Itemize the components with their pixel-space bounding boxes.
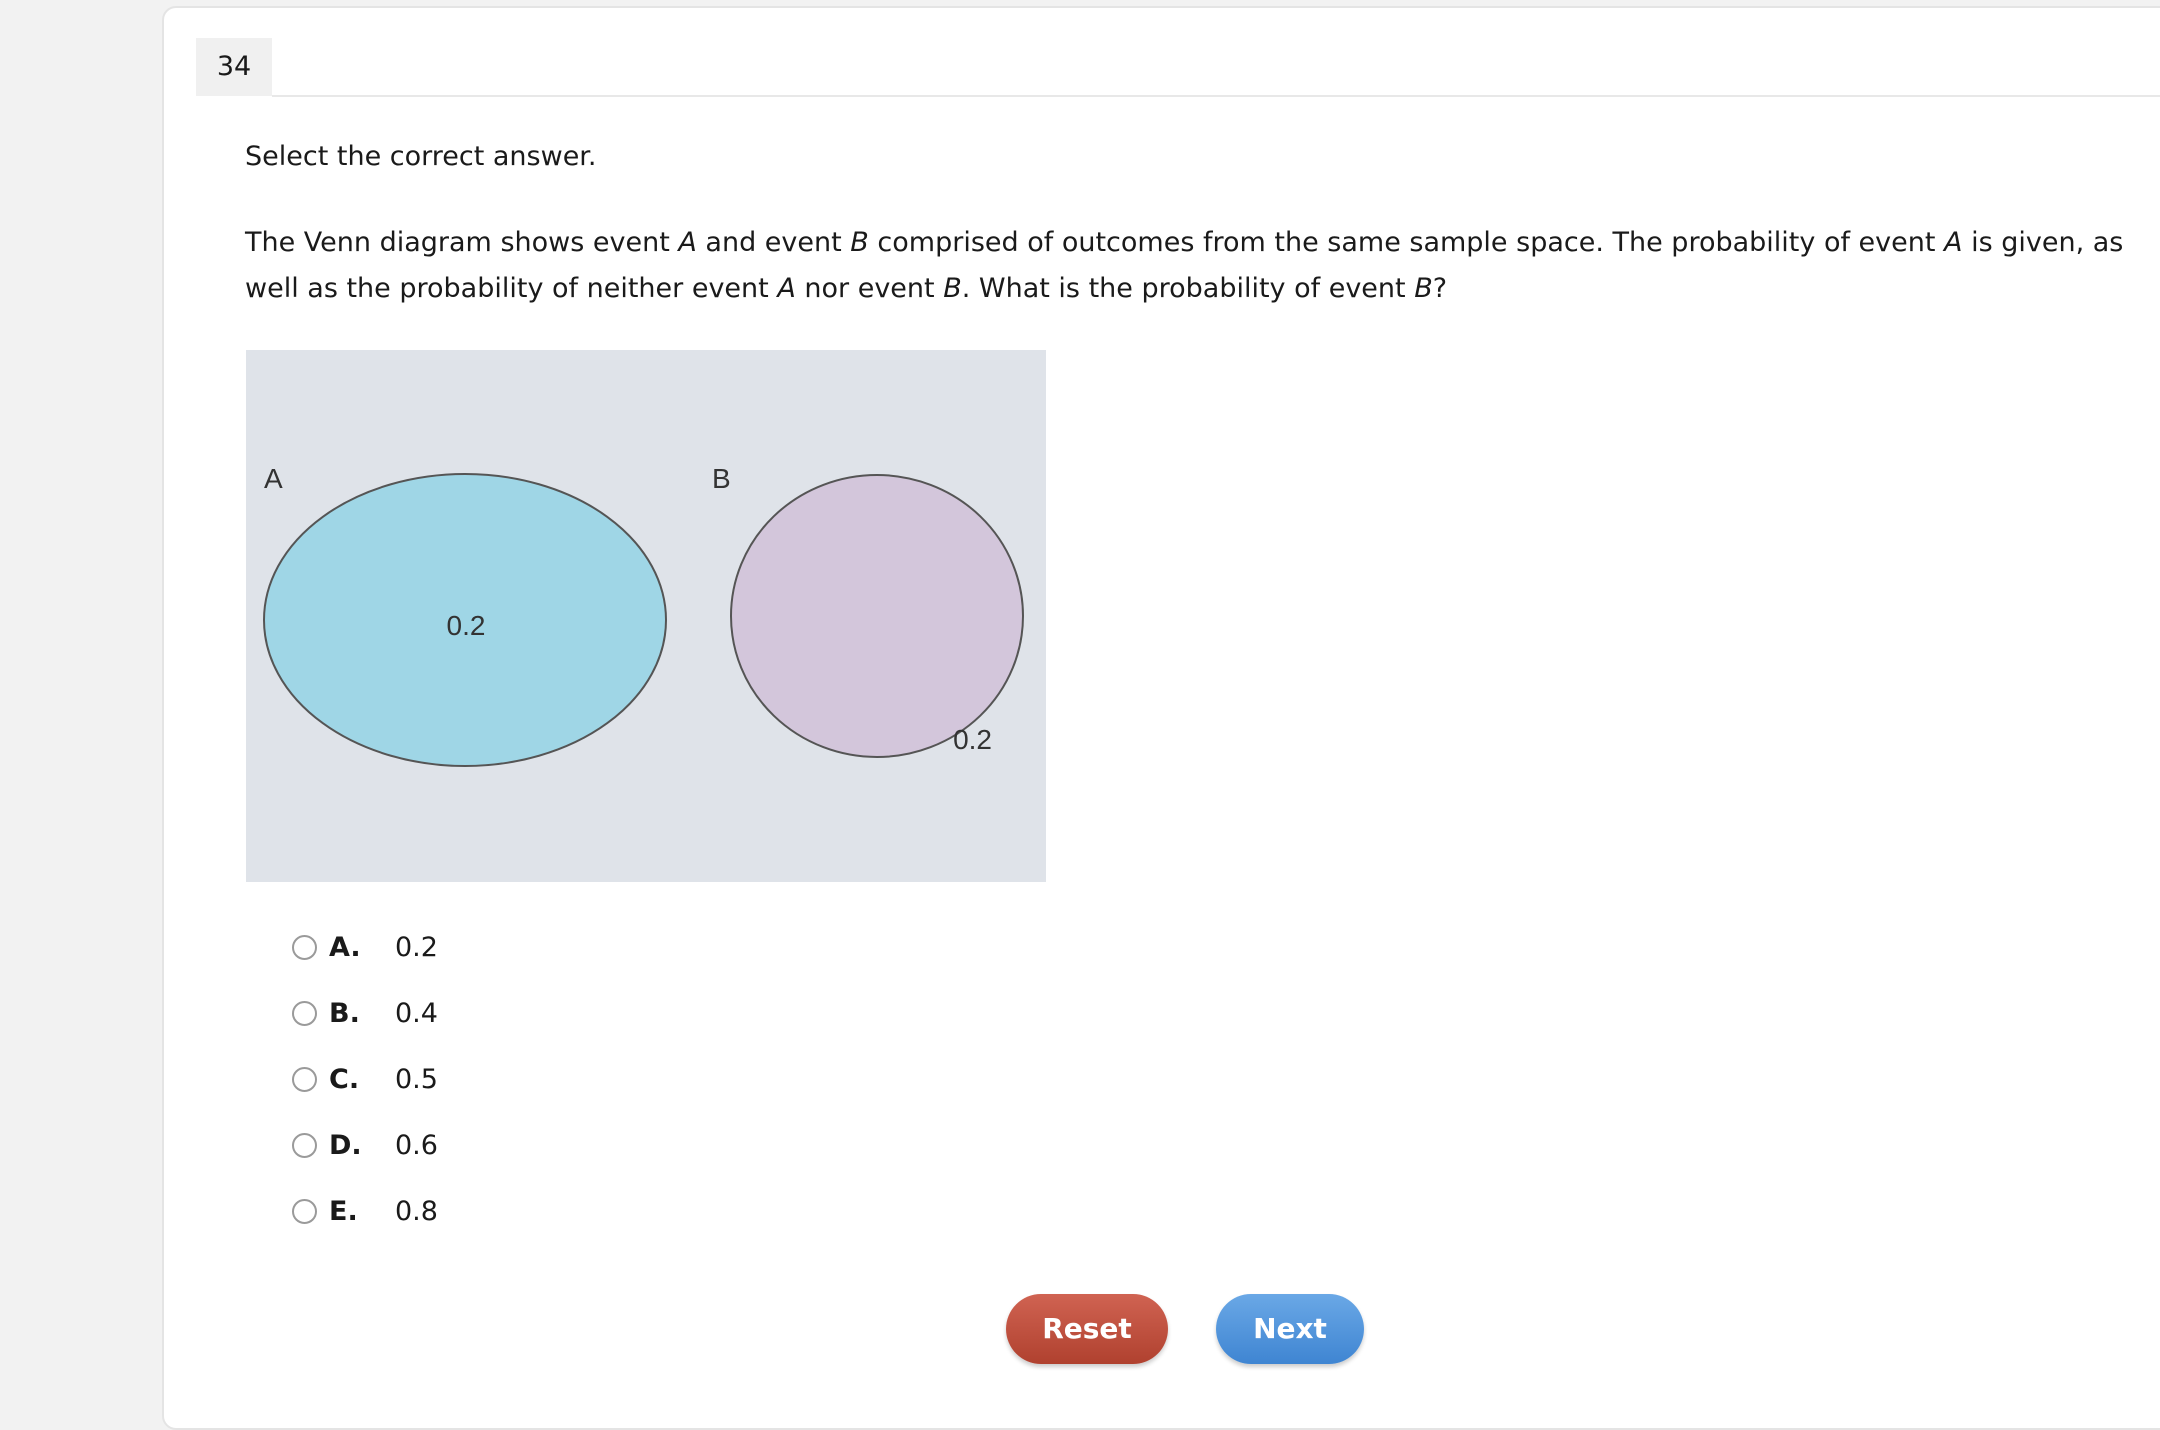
choice-e[interactable] xyxy=(292,1178,438,1244)
radio-button[interactable] xyxy=(292,1133,317,1158)
question-number: 34 xyxy=(196,38,272,96)
choice-c[interactable] xyxy=(292,1046,438,1112)
radio-button[interactable] xyxy=(292,1067,317,1092)
event-a-label: A xyxy=(264,463,283,494)
choice-value: 0.8 xyxy=(395,1195,438,1227)
choice-letter: B. xyxy=(329,997,360,1029)
event-a-probability: 0.2 xyxy=(446,610,486,641)
choice-letter: C. xyxy=(329,1063,360,1095)
question-card xyxy=(162,6,2160,1430)
question-instruction: Select the correct answer. xyxy=(245,141,597,172)
choice-letter: E. xyxy=(329,1195,358,1227)
venn-diagram xyxy=(246,350,1046,882)
question-stem: The Venn diagram shows event A and event B comprised of outcomes from the same sample space. The probability of event A is given, as well as the probability of neither event A nor event B. What is the probability of event B? xyxy=(245,227,2124,304)
header-divider xyxy=(272,95,2160,97)
choice-d[interactable] xyxy=(292,1112,438,1178)
choice-value: 0.2 xyxy=(395,931,438,963)
choice-value: 0.4 xyxy=(395,997,438,1029)
radio-button[interactable] xyxy=(292,1199,317,1224)
event-b-label: B xyxy=(712,463,731,494)
choice-letter: D. xyxy=(329,1129,362,1161)
radio-button[interactable] xyxy=(292,1001,317,1026)
choice-b[interactable] xyxy=(292,980,438,1046)
choice-value: 0.5 xyxy=(395,1063,438,1095)
answer-choices xyxy=(292,914,438,1244)
neither-probability: 0.2 xyxy=(953,724,992,755)
choice-value: 0.6 xyxy=(395,1129,438,1161)
event-b-region xyxy=(731,475,1023,757)
next-button[interactable]: Next xyxy=(1216,1294,1364,1364)
reset-button[interactable]: Reset xyxy=(1006,1294,1168,1364)
choice-letter: A. xyxy=(329,931,361,963)
radio-button[interactable] xyxy=(292,935,317,960)
choice-a[interactable] xyxy=(292,914,438,980)
